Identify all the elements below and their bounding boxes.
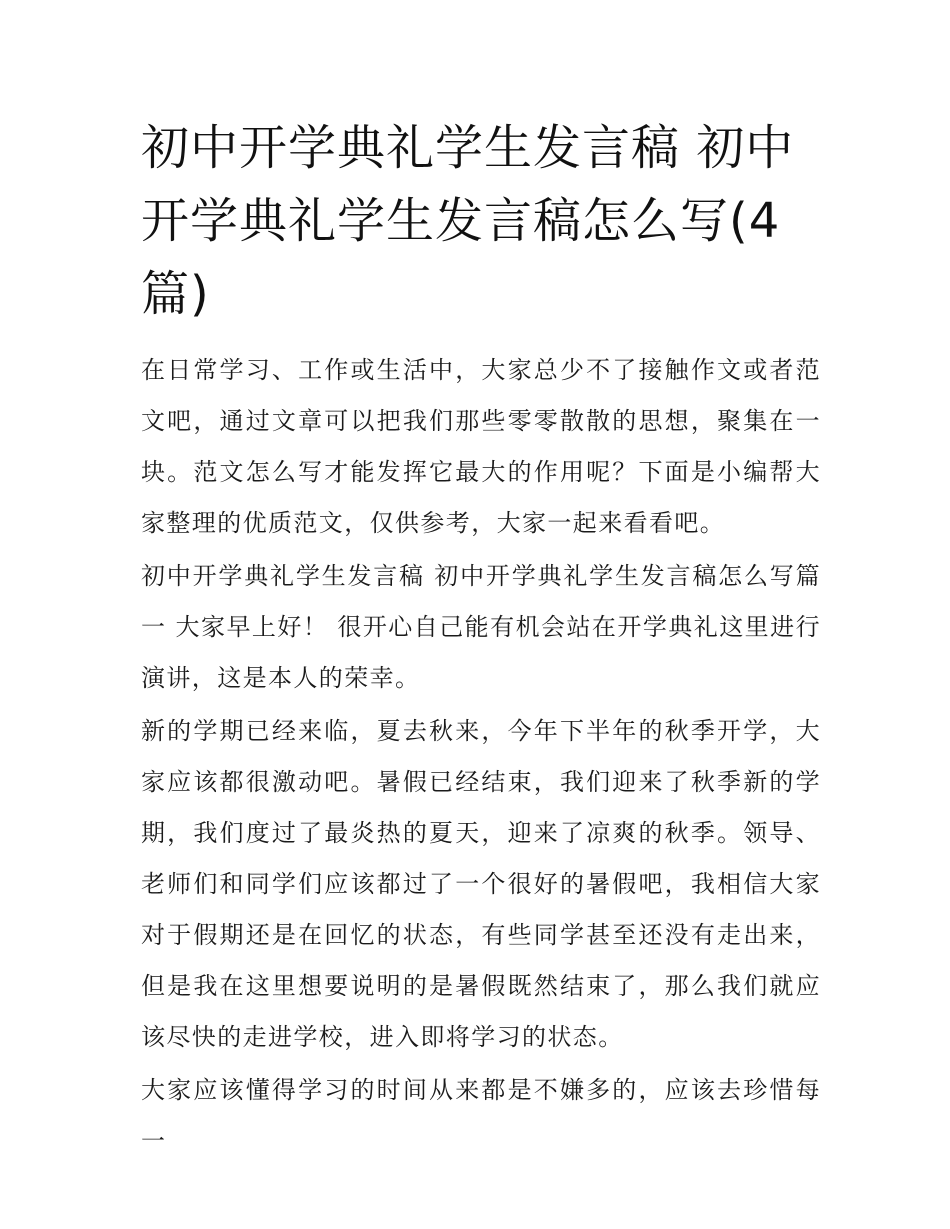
new-semester-paragraph: 新的学期已经来临，夏去秋来，今年下半年的秋季开学，大家应该都很激动吧。暑假已经结束，我们迎来了秋季新的学期，我们度过了最炎热的夏天，迎来了凉爽的秋季。领导、老师们和同学们应该都过了一个很好的暑假吧，我相信大家对于假期还是在回忆的状态，有些同学甚至还没有走出来，但是我在这里想要说明的是暑假既然结束了，那么我们就应该尽快的走进学校，进入即将学习的状态。: [141, 717, 821, 1051]
study-time-paragraph: 大家应该懂得学习的时间从来都是不嫌多的，应该去珍惜每一: [141, 1076, 821, 1155]
intro-paragraph: 在日常学习、工作或生活中，大家总少不了接触作文或者范文吧，通过文章可以把我们那些零零散散的思想，聚集在一块。范文怎么写才能发挥它最大的作用呢？下面是小编帮大家整理的优质范文，仅供参考，大家一起来看看吧。: [141, 356, 821, 537]
speech-opening-paragraph: 初中开学典礼学生发言稿 初中开学典礼学生发言稿怎么写篇一 大家早上好！ 很开心自己能有机会站在开学典礼这里进行演讲，这是本人的荣幸。: [141, 562, 821, 692]
document-title: 初中开学典礼学生发言稿 初中开学典礼学生发言稿怎么写(4篇): [141, 120, 795, 322]
document-body: [141, 112, 821, 1169]
